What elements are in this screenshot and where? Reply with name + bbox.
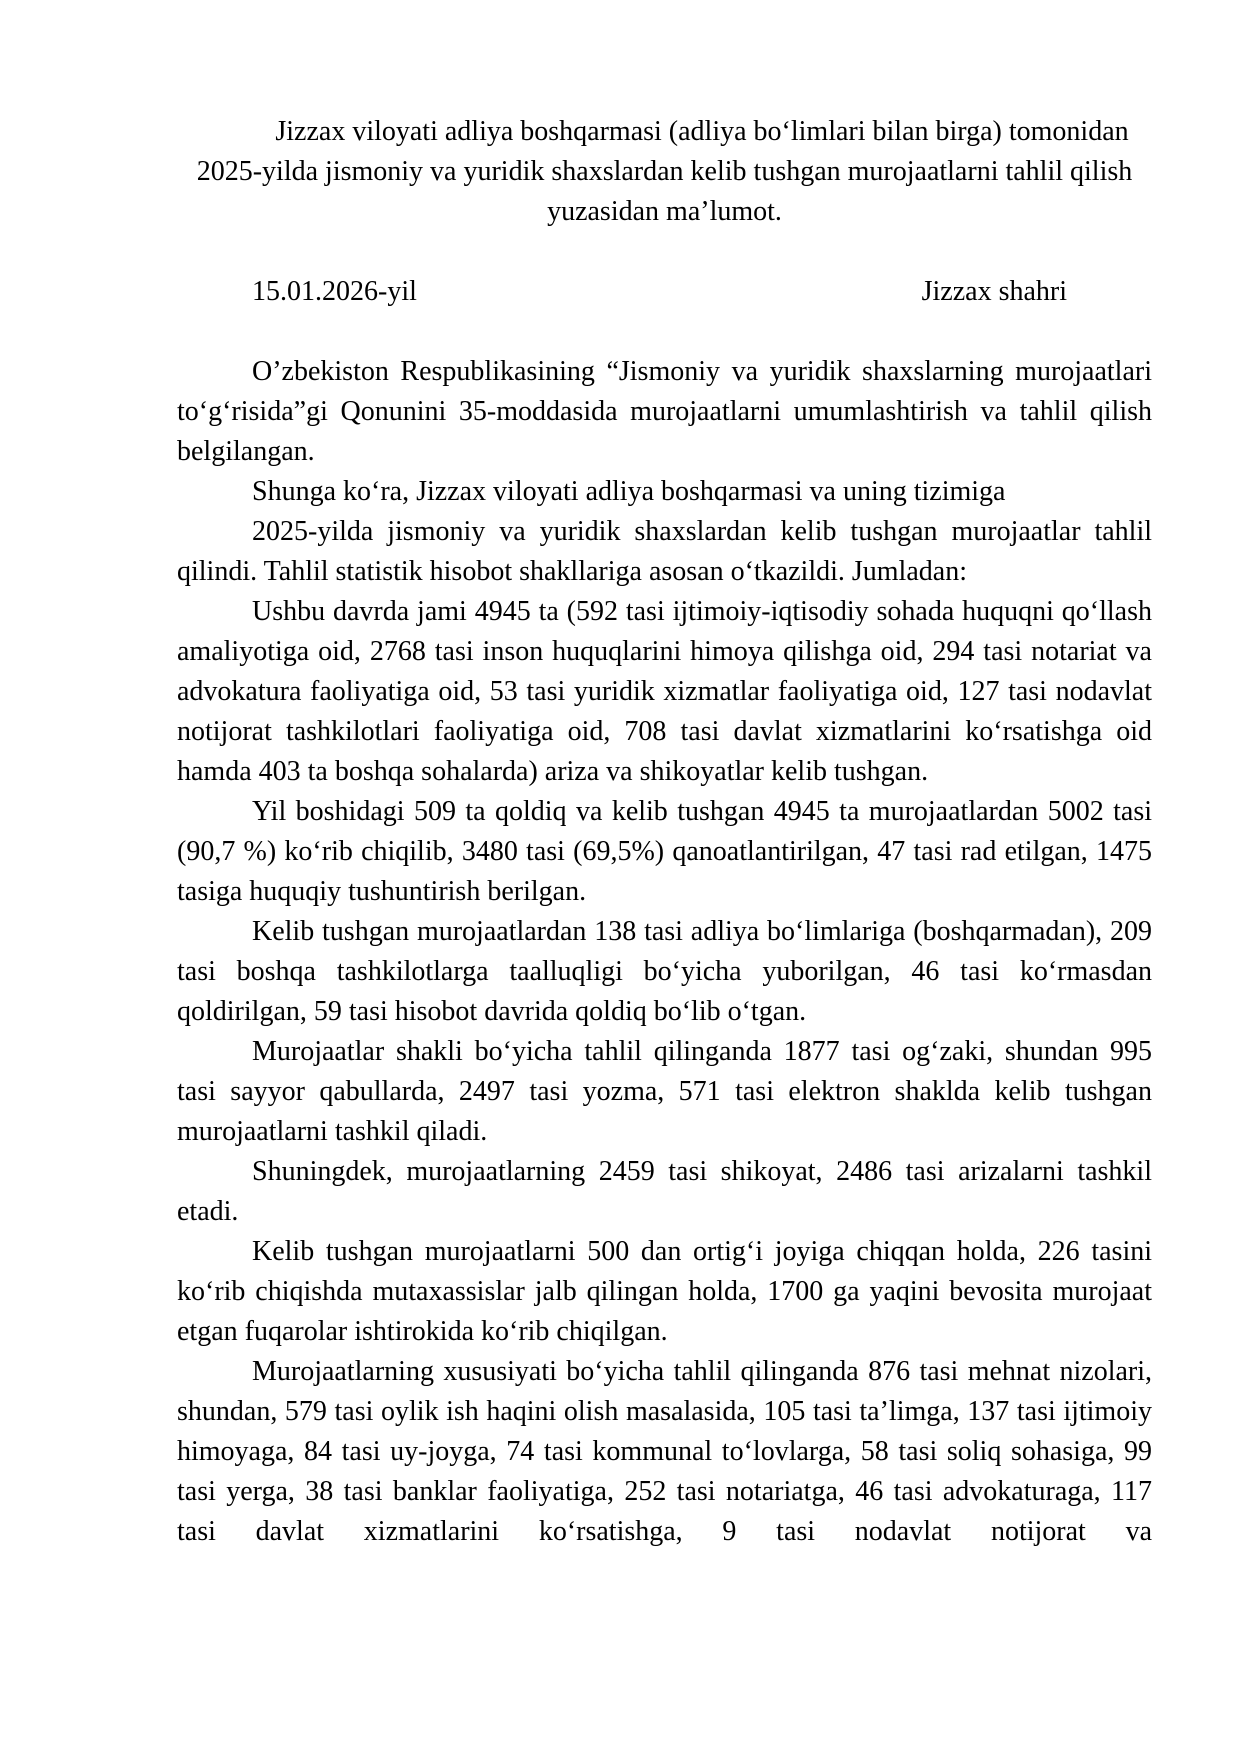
paragraph-total-appeals: Ushbu davrda jami 4945 ta (592 tasi ijtimoiy-iqtisodiy sohada huquqni qoʻllash amaliyotiga oid, 2768 tasi inson huquqlarini himoya qilishga oid, 294 tasi notariat va advokatura faoliyatiga oid, 53 tasi yuridik xizmatlar faoliyatiga oid, 127 tasi nodavlat notijorat tashkilotlari faoliyatiga oid, 708 tasi davlat xizmatlarini koʻrsatishga oid hamda 403 ta boshqa sohalarda) ariza va shikoyatlar kelib tushgan. bbox=[177, 596, 1152, 787]
paragraph-law-reference: O’zbekiston Respublikasining “Jismoniy va yuridik shaxslarning murojaatlari toʻgʻrisida”gi Qonunini 35-moddasida murojaatlarni umumlashtirish va tahlil qilish belgilangan. bbox=[177, 356, 1152, 467]
document-date: 15.01.2026-yil bbox=[252, 276, 417, 307]
paragraph-appeal-forms: Murojaatlar shakli boʻyicha tahlil qilinganda 1877 tasi ogʻzaki, shundan 995 tasi sayyor qabullarda, 2497 tasi yozma, 571 tasi elektron shaklda kelib tushgan murojaatlarni tashkil qiladi. bbox=[177, 1036, 1152, 1147]
paragraph-forwarded: Kelib tushgan murojaatlardan 138 tasi adliya boʻlimlariga (boshqarmadan), 209 tasi boshqa tashkilotlarga taalluqligi boʻyicha yuborilgan, 46 tasi koʻrmasdan qoldirilgan, 59 tasi hisobot davrida qoldiq boʻlib oʻtgan. bbox=[177, 916, 1152, 1027]
paragraph-review-results: Yil boshidagi 509 ta qoldiq va kelib tushgan 4945 ta murojaatlardan 5002 tasi (90,7 %) koʻrib chiqilib, 3480 tasi (69,5%) qanoatlantirilgan, 47 tasi rad etilgan, 1475 tasiga huquqiy tushuntirish berilgan. bbox=[177, 796, 1152, 907]
document-city: Jizzax shahri bbox=[921, 276, 1067, 307]
document-title: Jizzax viloyati adliya boshqarmasi (adliya boʻlimlari bilan birga) tomonidan 2025-yilda jismoniy va yuridik shaxslardan kelib tushgan murojaatlarni tahlil qilish yuzasidan ma’lumot. bbox=[196, 116, 1133, 227]
date-city-row bbox=[177, 272, 1152, 312]
paragraph-by-category: Murojaatlarning xususiyati boʻyicha tahlil qilinganda 876 tasi mehnat nizolari, shundan, 579 tasi oylik ish haqini olish masalasida, 105 tasi ta’limga, 137 tasi ijtimoiy himoyaga, 84 tasi uy-joyga, 74 tasi kommunal toʻlovlarga, 58 tasi soliq sohasiga, 99 tasi yerga, 38 tasi banklar faoliyatiga, 252 tasi notariatga, 46 tasi advokaturaga, 117 tasi davlat xizmatlarini koʻrsatishga, 9 tasi nodavlat notijorat va bbox=[177, 1356, 1152, 1547]
paragraph-accordingly: Shunga koʻra, Jizzax viloyati adliya boshqarmasi va uning tizimiga bbox=[252, 476, 1006, 507]
paragraph-analysis-intro: 2025-yilda jismoniy va yuridik shaxslardan kelib tushgan murojaatlar tahlil qilindi. Tahlil statistik hisobot shakllariga asosan oʻtkazildi. Jumladan: bbox=[177, 516, 1152, 587]
paragraph-complaints: Shuningdek, murojaatlarning 2459 tasi shikoyat, 2486 tasi arizalarni tashkil etadi. bbox=[177, 1156, 1152, 1227]
paragraph-onsite-review: Kelib tushgan murojaatlarni 500 dan ortigʻi joyiga chiqqan holda, 226 tasini koʻrib chiqishda mutaxassislar jalb qilingan holda, 1700 ga yaqini bevosita murojaat etgan fuqarolar ishtirokida koʻrib chiqilgan. bbox=[177, 1236, 1152, 1347]
